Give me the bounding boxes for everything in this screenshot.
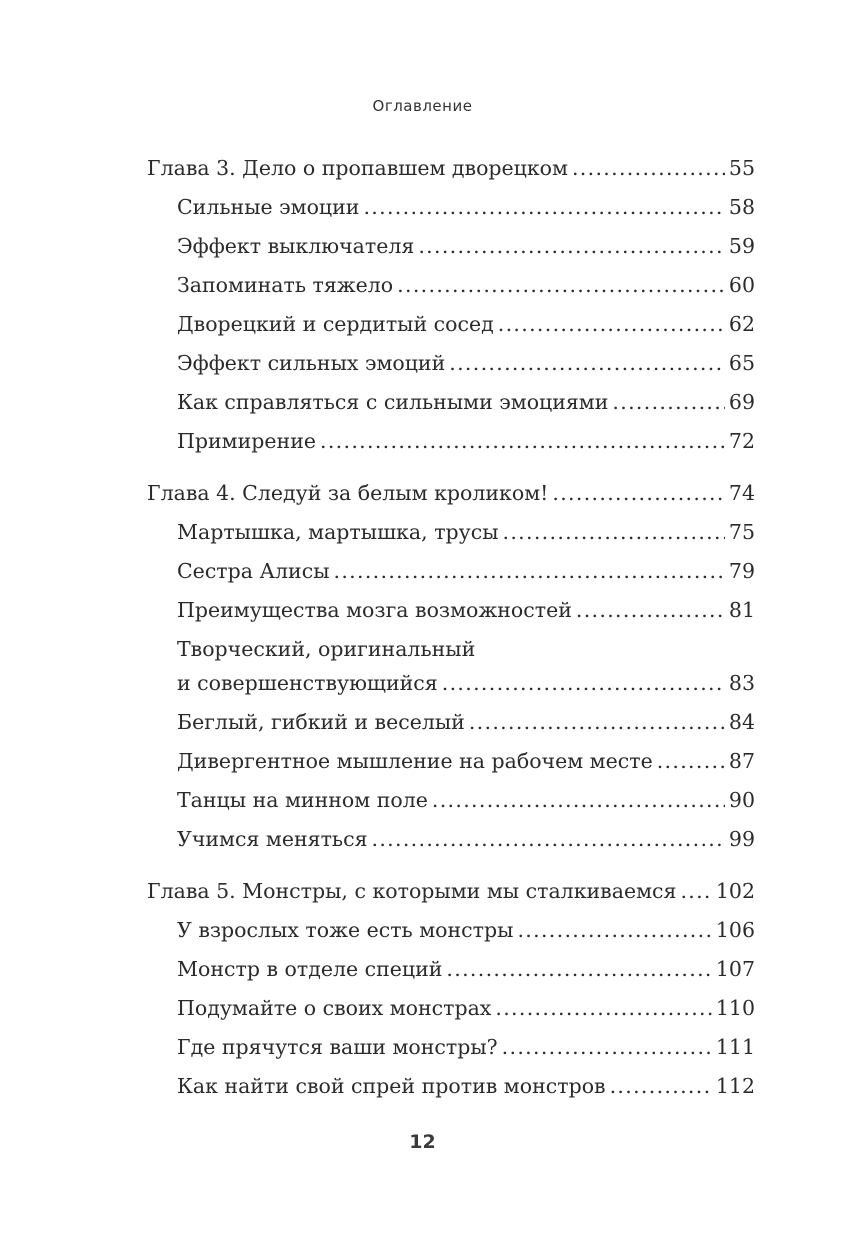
toc-section-entry[interactable] xyxy=(147,191,755,230)
toc-section-entry[interactable] xyxy=(147,784,755,823)
toc-entry-title: Эффект сильных эмоций xyxy=(177,351,446,375)
toc-entry-title: Подумайте о своих монстрах xyxy=(177,996,492,1020)
toc-entry-page: 69 xyxy=(728,390,755,414)
dot-leader xyxy=(320,425,725,457)
toc-entry-page: 102 xyxy=(715,879,755,903)
toc-entry-title-line1: Творческий, оригинальный xyxy=(177,637,476,661)
toc-section-entry[interactable] xyxy=(147,823,755,862)
dot-leader xyxy=(612,386,724,418)
dot-leader xyxy=(334,555,725,587)
toc-entry-title: Танцы на минном поле xyxy=(177,788,428,812)
toc-section-entry[interactable] xyxy=(147,992,755,1031)
running-head: Оглавление xyxy=(372,97,473,115)
toc-section-entry[interactable] xyxy=(147,516,755,555)
dot-leader xyxy=(442,667,725,699)
toc-entry-title: Как справляться с сильными эмоциями xyxy=(177,390,609,414)
toc-entry-title: Дивергентное мышление на рабочем месте xyxy=(177,749,653,773)
dot-leader xyxy=(576,594,725,626)
toc-section-entry[interactable] xyxy=(147,425,755,464)
toc-entry-page: 106 xyxy=(715,918,755,942)
toc-entry-title: Преимущества мозга возможностей xyxy=(177,598,572,622)
dot-leader xyxy=(432,784,725,816)
toc-entry-title: Глава 4. Следуй за белым кроликом! xyxy=(147,481,549,505)
dot-leader xyxy=(503,516,725,548)
toc-entry-title: У взрослых тоже есть монстры xyxy=(177,918,514,942)
dot-leader xyxy=(498,308,725,340)
toc-chapter-entry[interactable] xyxy=(147,152,755,191)
toc-entry-page: 59 xyxy=(728,234,755,258)
toc-entry-line2 xyxy=(177,667,755,706)
dot-leader xyxy=(372,823,725,855)
toc-entry-title: Где прячутся ваши монстры? xyxy=(177,1035,498,1059)
chapter-5-section xyxy=(147,875,755,1109)
toc-section-entry[interactable] xyxy=(147,914,755,953)
toc-entry-page: 72 xyxy=(728,429,755,453)
toc-entry-title: Глава 3. Дело о пропавшем дворецком xyxy=(147,156,568,180)
toc-section-entry[interactable] xyxy=(147,308,755,347)
toc-section-entry[interactable] xyxy=(147,633,755,706)
dot-leader xyxy=(572,152,725,184)
toc-entry-title: Сестра Алисы xyxy=(177,559,330,583)
toc-entry-page: 58 xyxy=(728,195,755,219)
dot-leader xyxy=(517,914,711,946)
toc-section-entry[interactable] xyxy=(147,230,755,269)
page-number: 12 xyxy=(409,1131,436,1153)
toc-section-entry[interactable] xyxy=(147,347,755,386)
dot-leader xyxy=(418,230,725,262)
toc-entry-page: 99 xyxy=(728,827,755,851)
toc-entry-title: Мартышка, мартышка, трусы xyxy=(177,520,499,544)
toc-entry-page: 81 xyxy=(728,598,755,622)
dot-leader xyxy=(397,269,725,301)
toc-chapter-entry[interactable] xyxy=(147,875,755,914)
toc-section-entry[interactable] xyxy=(147,1031,755,1070)
toc-entry-title: Глава 5. Монстры, с которыми мы сталкиваемся xyxy=(147,879,677,903)
toc-section-entry[interactable] xyxy=(147,386,755,425)
dot-leader xyxy=(657,745,725,777)
toc-entry-page: 107 xyxy=(715,957,755,981)
toc-entry-page: 74 xyxy=(728,481,755,505)
toc-entry-title: Беглый, гибкий и веселый xyxy=(177,710,465,734)
toc-entry-title: Сильные эмоции xyxy=(177,195,360,219)
toc-entry-page: 60 xyxy=(728,273,755,297)
toc-section-entry[interactable] xyxy=(147,706,755,745)
toc-entry-page: 79 xyxy=(728,559,755,583)
toc-section-entry[interactable] xyxy=(147,594,755,633)
toc-entry-title: Монстр в отделе специй xyxy=(177,957,443,981)
toc-entry-title: Эффект выключателя xyxy=(177,234,415,258)
toc-entry-title-line2: и совершенствующийся xyxy=(177,671,438,695)
toc-section-entry[interactable] xyxy=(147,745,755,784)
toc-entry-title: Примирение xyxy=(177,429,316,453)
dot-leader xyxy=(449,347,725,379)
toc-entry-page: 62 xyxy=(728,312,755,336)
table-of-contents xyxy=(147,152,755,1122)
chapter-3-section xyxy=(147,152,755,464)
toc-entry-title: Запоминать тяжело xyxy=(177,273,394,297)
toc-entry-title: Учимся меняться xyxy=(177,827,368,851)
toc-section-entry[interactable] xyxy=(147,953,755,992)
dot-leader xyxy=(680,875,711,907)
dot-leader xyxy=(363,191,724,223)
toc-entry-page: 65 xyxy=(728,351,755,375)
dot-leader xyxy=(552,477,725,509)
toc-entry-page: 110 xyxy=(715,996,755,1020)
toc-entry-page: 55 xyxy=(728,156,755,180)
toc-chapter-entry[interactable] xyxy=(147,477,755,516)
toc-entry-title: Дворецкий и сердитый сосед xyxy=(177,312,494,336)
toc-entry-page: 75 xyxy=(728,520,755,544)
dot-leader xyxy=(502,1031,712,1063)
chapter-4-section xyxy=(147,477,755,862)
toc-entry-page: 83 xyxy=(728,671,755,695)
toc-entry-page: 84 xyxy=(728,710,755,734)
toc-entry-page: 112 xyxy=(715,1074,755,1098)
toc-entry-page: 87 xyxy=(728,749,755,773)
toc-entry-page: 90 xyxy=(728,788,755,812)
dot-leader xyxy=(495,992,711,1024)
dot-leader xyxy=(446,953,711,985)
toc-section-entry[interactable] xyxy=(147,269,755,308)
toc-section-entry[interactable] xyxy=(147,555,755,594)
toc-entry-page: 111 xyxy=(715,1035,755,1059)
toc-entry-title: Как найти свой спрей против монстров xyxy=(177,1074,606,1098)
toc-section-entry[interactable] xyxy=(147,1070,755,1109)
dot-leader xyxy=(610,1070,712,1102)
dot-leader xyxy=(469,706,725,738)
